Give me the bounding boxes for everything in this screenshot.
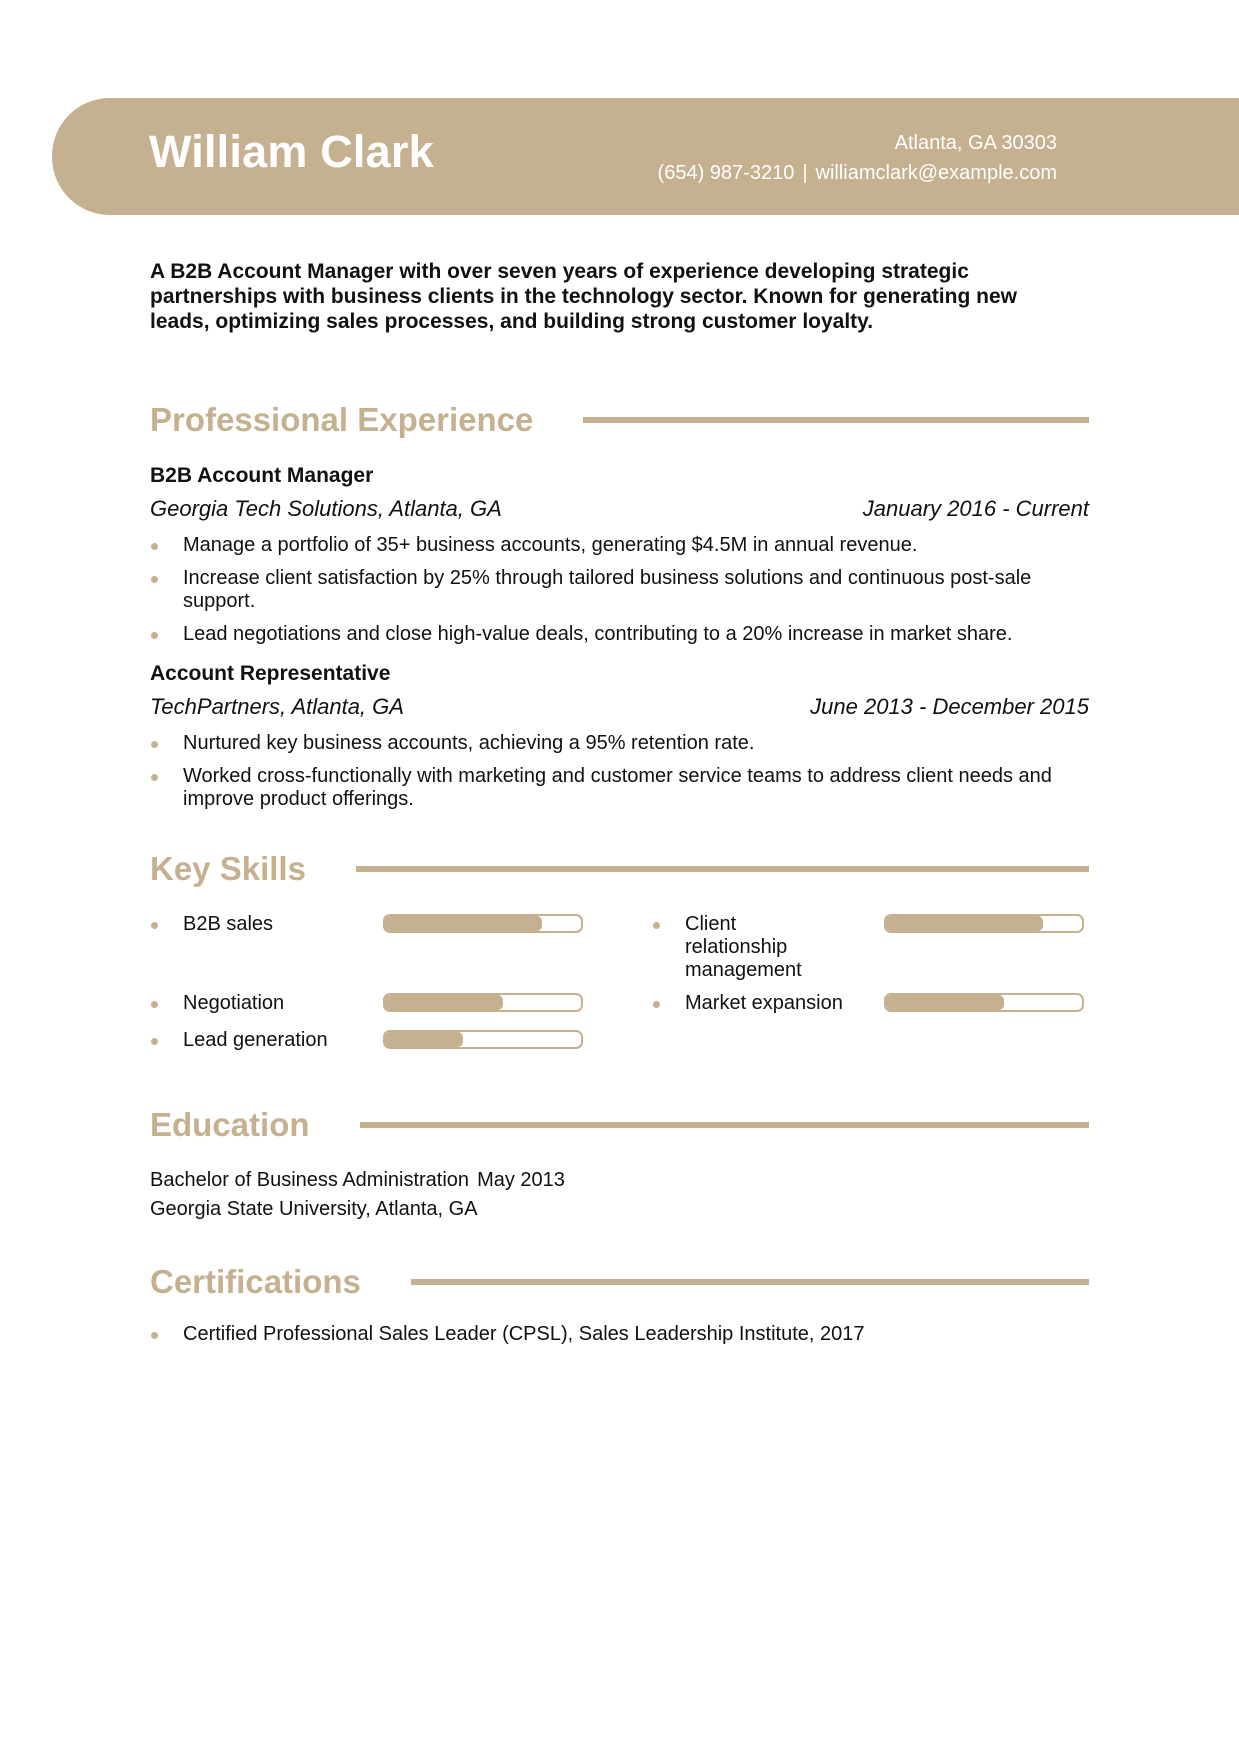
skill-level-fill — [385, 995, 503, 1010]
skill-name: Lead generation — [183, 1029, 328, 1051]
phone-email-line — [658, 158, 1057, 188]
bullet-dot — [151, 922, 158, 929]
bullet-dot — [151, 1001, 158, 1008]
certifications-heading-label: Certifications — [150, 1263, 361, 1300]
bullet-dot — [653, 1001, 660, 1008]
job-bullets — [150, 732, 1089, 811]
experience-heading-rule — [583, 417, 1089, 423]
skill-level-fill — [385, 916, 542, 931]
skill-level-fill — [886, 995, 1004, 1010]
job-company: TechPartners, Atlanta, GA — [150, 694, 404, 719]
certifications-heading-rule — [411, 1279, 1089, 1285]
certifications-list — [150, 1323, 1089, 1356]
graduation-date: May 2013 — [477, 1169, 565, 1191]
header-banner — [52, 98, 1239, 215]
candidate-name: William Clark — [149, 126, 434, 177]
job-entry — [150, 659, 1089, 821]
job-meta — [150, 692, 1089, 722]
experience-heading-label: Professional Experience — [150, 401, 534, 438]
skill-level-bar — [884, 993, 1084, 1012]
job-meta — [150, 494, 1089, 524]
list-item: Manage a portfolio of 35+ business accounts, generating $4.5M in annual revenue. — [150, 534, 1089, 557]
education-heading-rule — [360, 1122, 1089, 1128]
skill-name: Market expansion — [685, 992, 843, 1014]
location: Atlanta, GA 30303 — [894, 132, 1057, 154]
skill-level-bar — [383, 914, 583, 933]
skill-level-bar — [884, 914, 1084, 933]
skill-level-fill — [886, 916, 1043, 931]
experience-heading — [150, 398, 1089, 442]
skills-heading — [150, 847, 1089, 891]
email-link[interactable]: williamclark@example.com — [815, 162, 1057, 184]
job-dates: January 2016 - Current — [862, 496, 1089, 521]
degree: Bachelor of Business Administration — [150, 1169, 470, 1191]
degree-line — [150, 1166, 565, 1195]
job-dates: June 2013 - December 2015 — [810, 694, 1089, 719]
job-title: B2B Account Manager — [150, 464, 374, 487]
job-bullets — [150, 534, 1089, 646]
skill-level-bar — [383, 993, 583, 1012]
skill-name: Client relationship management — [685, 913, 802, 981]
skill-level-bar — [383, 1030, 583, 1049]
list-item: Increase client satisfaction by 25% through tailored business solutions and continuous post-sale support. — [150, 567, 1089, 613]
skills-heading-label: Key Skills — [150, 850, 306, 887]
bullet-dot — [151, 1038, 158, 1045]
list-item: Certified Professional Sales Leader (CPSL), Sales Leadership Institute, 2017 — [150, 1323, 1089, 1346]
education-entry — [150, 1166, 565, 1224]
list-item: Nurtured key business accounts, achieving a 95% retention rate. — [150, 732, 1089, 755]
skill-level-fill — [385, 1032, 463, 1047]
skills-heading-rule — [356, 866, 1089, 872]
certifications-heading — [150, 1260, 1089, 1304]
skill-name: B2B sales — [183, 913, 274, 935]
school: Georgia State University, Atlanta, GA — [150, 1198, 478, 1220]
job-title: Account Representative — [150, 662, 391, 685]
contact-info — [658, 128, 1057, 188]
list-item: Lead negotiations and close high-value deals, contributing to a 20% increase in market share. — [150, 623, 1089, 646]
education-heading — [150, 1103, 1089, 1147]
profile-summary: A B2B Account Manager with over seven years of experience developing strategic partnerships with business clients in the technology sector. Known for generating new leads, optimizing sales processes, and building strong customer loyalty. — [150, 260, 1017, 333]
education-heading-label: Education — [150, 1106, 310, 1143]
skill-name: Negotiation — [183, 992, 285, 1014]
bullet-dot — [653, 922, 660, 929]
certification-bullets — [150, 1323, 1089, 1346]
job-company: Georgia Tech Solutions, Atlanta, GA — [150, 496, 502, 521]
job-entry — [150, 461, 1089, 656]
phone: (654) 987-3210 — [657, 162, 795, 184]
list-item: Worked cross-functionally with marketing and customer service teams to address client needs and improve product offerings. — [150, 765, 1089, 811]
contact-separator: | — [802, 162, 808, 184]
